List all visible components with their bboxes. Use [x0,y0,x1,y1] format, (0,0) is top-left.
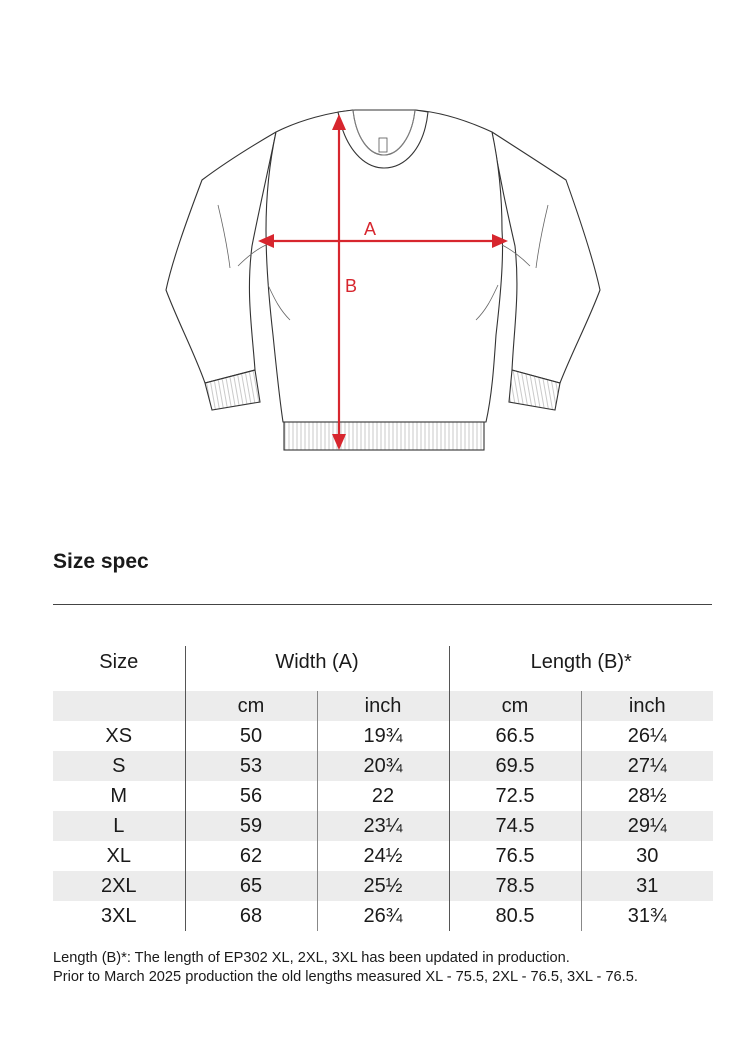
label-b: B [345,276,358,296]
table-row [53,811,713,841]
units-row [53,691,713,721]
cell-width-inch: 25½ [317,871,449,901]
sweatshirt-diagram [0,0,746,500]
footnote-line-2: Prior to March 2025 production the old lengths measured XL - 75.5, 2XL - 76.5, 3XL - 76.5. [53,969,638,985]
cell-width-cm: 68 [185,901,317,931]
units-blank [53,691,185,721]
cell-size: L [53,811,185,841]
table-row [53,871,713,901]
cell-width-cm: 50 [185,721,317,751]
right-sleeve [492,132,600,383]
cell-width-inch: 20¾ [317,751,449,781]
header-size: Size [99,651,139,673]
cell-width-cm: 56 [185,781,317,811]
cell-length-cm: 69.5 [449,751,581,781]
table-row [53,721,713,751]
cell-length-inch: 31 [581,871,713,901]
table-row [53,781,713,811]
divider [53,604,712,605]
cell-size: XL [106,845,131,867]
cell-length-inch: 26¼ [581,721,713,751]
cell-width-inch: 24½ [317,841,449,871]
size-spec-table [53,646,713,931]
cell-width-inch: 19¾ [317,721,449,751]
cell-width-cm: 53 [185,751,317,781]
table-header-row [53,646,713,691]
unit-width-cm: cm [185,691,317,721]
unit-length-inch: inch [581,691,713,721]
cell-size: S [53,751,185,781]
cell-width-inch: 26¾ [317,901,449,931]
table-row [53,751,713,781]
cell-length-inch: 31¾ [581,901,713,931]
cell-width-cm: 59 [185,811,317,841]
label-a: A [364,219,377,239]
section-title: Size spec [53,550,149,573]
cell-length-cm: 78.5 [449,871,581,901]
cell-size: 3XL [100,905,137,927]
header-length: Length (B)* [449,646,713,691]
table-row [53,901,713,931]
left-sleeve [166,132,276,383]
cell-length-cm: 74.5 [449,811,581,841]
cell-length-cm: 72.5 [449,781,581,811]
cell-width-inch: 22 [317,781,449,811]
cell-length-inch: 27¼ [581,751,713,781]
cell-length-inch: 30 [581,841,713,871]
cell-length-inch: 29¼ [581,811,713,841]
cell-length-cm: 66.5 [449,721,581,751]
cell-length-cm: 76.5 [449,841,581,871]
cell-width-cm: 62 [185,841,317,871]
cell-size: XS [105,725,133,747]
unit-width-inch: inch [317,691,449,721]
cell-size: M [110,785,128,807]
table-row [53,841,713,871]
header-width: Width (A) [185,646,449,691]
cell-length-cm: 80.5 [449,901,581,931]
footnote-line-1: Length (B)*: The length of EP302 XL, 2XL, 3XL has been updated in production. [53,950,570,966]
cell-width-inch: 23¼ [317,811,449,841]
hem-rib [284,422,484,450]
footnote [53,949,638,987]
unit-length-cm: cm [449,691,581,721]
cell-width-cm: 65 [185,871,317,901]
cell-size: 2XL [53,871,185,901]
cell-length-inch: 28½ [581,781,713,811]
